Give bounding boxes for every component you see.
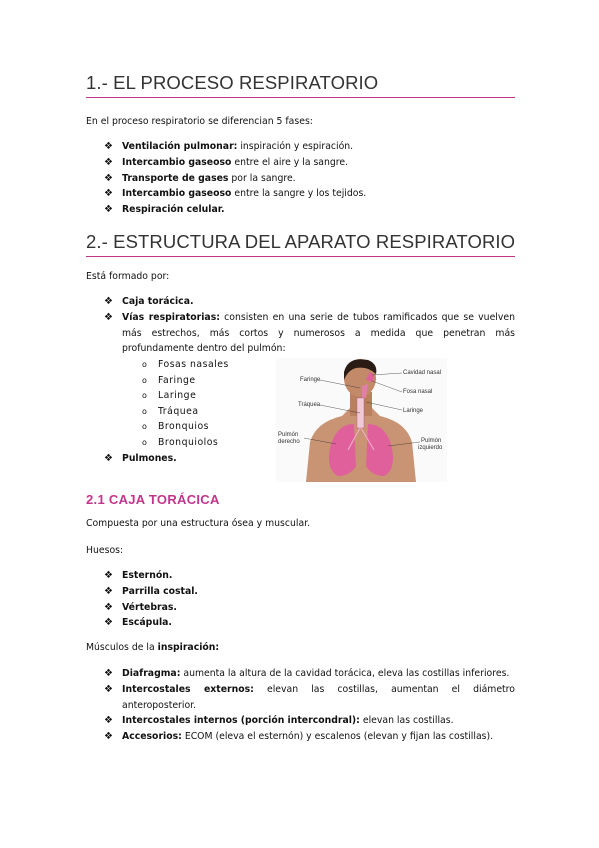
list-item: o Fosas nasales — [142, 357, 229, 373]
list-item: ❖ Respiración celular. — [104, 202, 366, 218]
list-item: ❖ Pulmones. — [104, 451, 177, 467]
structure-list — [104, 294, 515, 357]
phases-list — [104, 139, 366, 218]
list-item: ❖ Parrilla costal. — [104, 584, 198, 600]
diamond-bullet-icon: ❖ — [104, 141, 113, 152]
circle-bullet-icon: o — [142, 375, 148, 385]
label-laringe: Laringe — [403, 408, 424, 414]
list-item: o Tráquea — [142, 404, 229, 420]
list-item: ❖ Vértebras. — [104, 600, 198, 616]
section-1-title: 1.- EL PROCESO RESPIRATORIO — [86, 72, 515, 98]
diamond-bullet-icon: ❖ — [104, 683, 113, 695]
list-item: o Bronquios — [142, 419, 229, 435]
circle-bullet-icon: o — [142, 391, 148, 400]
diamond-bullet-icon: ❖ — [104, 156, 113, 168]
label-fosa-nasal: Fosa nasal — [403, 389, 433, 395]
list-item: ❖ Intercambio gaseoso entre el aire y la sangre. — [104, 155, 366, 171]
label-pulmon-izquierdo-2: izquierdo — [418, 445, 443, 451]
label-faringe: Faringe — [300, 377, 321, 383]
list-item: ❖ Intercostales internos (porción intercondral): elevan las costillas. — [104, 713, 515, 729]
list-item: ❖ Intercostales externos: elevan las costillas, aumentan el diámetro anteroposterior. — [104, 683, 515, 711]
diamond-bullet-icon: ❖ — [104, 585, 113, 597]
diamond-bullet-icon: ❖ — [104, 617, 113, 629]
list-item: ❖ Diafragma: aumenta la altura de la cavidad torácica, eleva las costillas inferiores. — [104, 666, 515, 682]
label-pulmon-derecho-1: Pulmón — [278, 432, 299, 438]
diamond-bullet-icon: ❖ — [104, 731, 113, 743]
diamond-bullet-icon: ❖ — [104, 715, 113, 727]
airways-list — [142, 357, 229, 450]
label-pulmon-izquierdo-1: Pulmón — [421, 438, 442, 444]
diamond-bullet-icon: ❖ — [104, 570, 113, 581]
diamond-bullet-icon: ❖ — [104, 601, 113, 613]
huesos-label: Huesos: — [86, 545, 124, 556]
musculos-label: Músculos de la inspiración: — [86, 642, 220, 653]
list-item: o Bronquiolos — [142, 435, 229, 451]
circle-bullet-icon: o — [142, 406, 148, 416]
list-item: o Laringe — [142, 388, 229, 404]
diamond-bullet-icon: ❖ — [104, 188, 113, 200]
section-2-1-intro: Compuesta por una estructura ósea y muscular. — [86, 518, 311, 529]
section-2-intro: Está formado por: — [86, 271, 170, 282]
diamond-bullet-icon: ❖ — [104, 296, 113, 307]
list-item: ❖ Transporte de gases por la sangre. — [104, 171, 366, 187]
list-item: ❖ Ventilación pulmonar: inspiración y espiración. — [104, 139, 366, 155]
list-item: ❖ Esternón. — [104, 568, 198, 584]
list-item: o Faringe — [142, 373, 229, 389]
list-item: ❖ Intercambio gaseoso entre la sangre y los tejidos. — [104, 186, 366, 202]
diamond-bullet-icon: ❖ — [104, 204, 113, 216]
list-item: ❖ Vías respiratorias: consisten en una serie de tubos ramificados que se vuelven más estrechos, más cortos y numerosos a medida que penetran más profundamente dentro del pulmón: — [104, 311, 515, 355]
label-traquea: Tráquea — [298, 402, 321, 408]
musculos-list — [104, 666, 515, 745]
respiratory-anatomy-illustration — [276, 358, 447, 482]
diamond-bullet-icon: ❖ — [104, 172, 113, 184]
list-item: ❖ Accesorios: ECOM (eleva el esternón) y escalenos (elevan y fijan las costillas). — [104, 729, 515, 745]
huesos-list — [104, 568, 198, 631]
label-pulmon-derecho-2: derecho — [278, 439, 300, 445]
section-2-1-title: 2.1 CAJA TORÁCICA — [86, 492, 220, 507]
section-1-intro: En el proceso respiratorio se diferencian 5 fases: — [86, 116, 313, 127]
diamond-bullet-icon: ❖ — [104, 668, 113, 679]
diamond-bullet-icon: ❖ — [104, 453, 113, 464]
diamond-bullet-icon: ❖ — [104, 311, 113, 323]
list-item: ❖ Escápula. — [104, 615, 198, 631]
respiratory-system-figure — [276, 358, 447, 482]
circle-bullet-icon: o — [142, 422, 148, 431]
circle-bullet-icon: o — [142, 360, 148, 369]
circle-bullet-icon: o — [142, 437, 148, 447]
lungs-list — [104, 451, 177, 467]
section-2-title: 2.- ESTRUCTURA DEL APARATO RESPIRATORIO — [86, 231, 515, 257]
label-cavidad-nasal: Cavidad nasal — [403, 370, 442, 376]
list-item: ❖ Caja torácica. — [104, 294, 515, 310]
